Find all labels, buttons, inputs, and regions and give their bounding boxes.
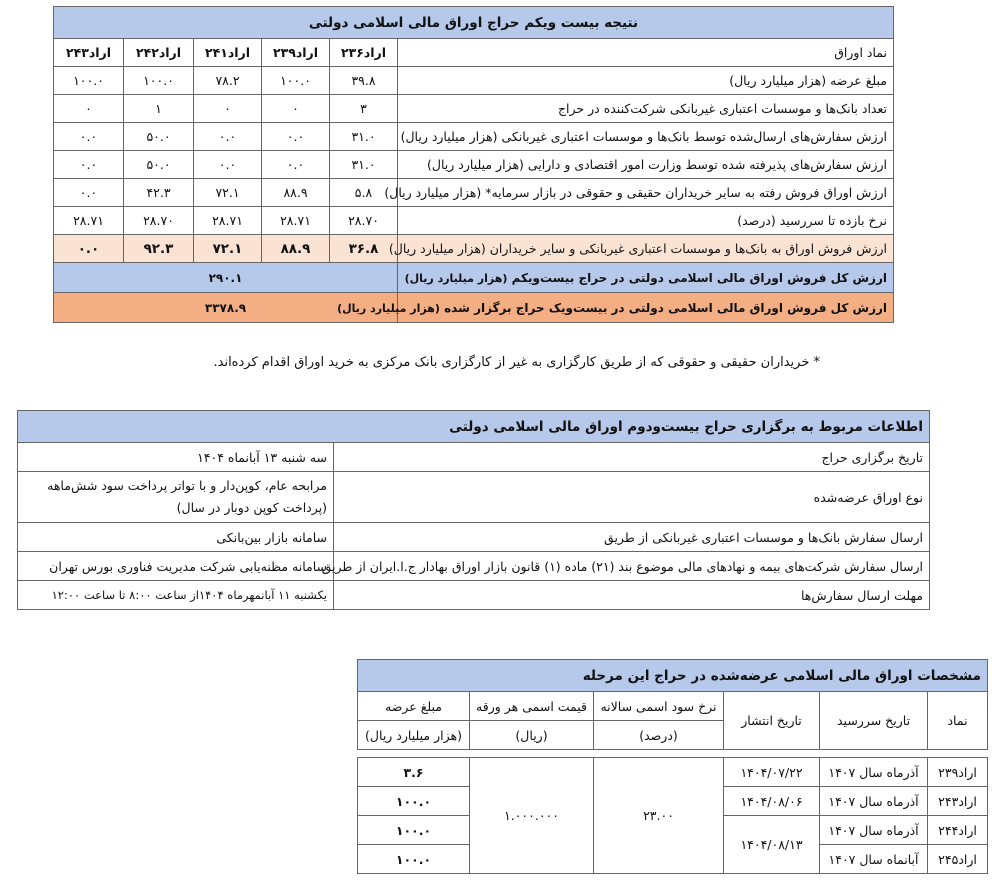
table-row [54,151,894,179]
row-label: نوع اوراق عرضه‌شده [334,472,930,523]
total-all-value: ۳۳۷۸.۹ [54,293,398,323]
auction-info-title: اطلاعات مربوط به برگزاری حراج بیست‌ودوم اوراق مالی اسلامی دولتی [18,411,930,443]
row-label: تعداد بانک‌ها و موسسات اعتباری غیربانکی شرکت‌کننده در حراج [398,95,894,123]
cell-value: ۳۱.۰ [330,151,398,179]
column-header: اراد۲۳۹ [262,39,330,67]
amount-unit: (هزار میلیارد ریال) [358,721,470,750]
cell-value: ۱۰۰.۰ [54,67,124,95]
row-value: یکشنبه ۱۱ آبانمهرماه ۱۴۰۴از ساعت ۸:۰۰ تا ساعت ۱۲:۰۰ [18,581,334,610]
cell-value: ۰ [262,95,330,123]
symbol-header: نماد [928,692,988,750]
table-row [54,95,894,123]
cell-value: ۲۸.۷۰ [124,207,194,235]
amount-cell: ۱۰۰.۰ [358,845,470,874]
issue-date-cell: ۱۴۰۴/۰۷/۲۲ [724,758,820,787]
cell-value: ۲۸.۷۱ [262,207,330,235]
price-header: قیمت اسمی هر ورقه [470,692,594,721]
cell-value: ۰.۰ [262,123,330,151]
maturity-cell: آذرماه سال ۱۴۰۷ [820,758,928,787]
table-row [54,123,894,151]
total-all-row [54,293,894,323]
cell-value: ۲۸.۷۱ [54,207,124,235]
cell-value: ۷۲.۱ [194,235,262,263]
row-label: ارسال سفارش شرکت‌های بیمه و نهادهای مالی موضوع بند (۲۱) ماده (۱) قانون بازار اوراق بهادار ج.ا.ایران از طریق [334,552,930,581]
symbol-cell: اراد۲۴۳ [928,787,988,816]
cell-value: ۱۰۰.۰ [262,67,330,95]
column-header: اراد۲۴۱ [194,39,262,67]
price-unit: (ریال) [470,721,594,750]
cell-value: ۳۱.۰ [330,123,398,151]
maturity-cell: آذرماه سال ۱۴۰۷ [820,787,928,816]
column-header: اراد۲۴۳ [54,39,124,67]
column-header: اراد۲۳۶ [330,39,398,67]
cell-value: ۷۸.۲ [194,67,262,95]
cell-value: ۰.۰ [54,179,124,207]
offered-securities-table [357,659,988,874]
cell-value: ۵۰.۰ [124,151,194,179]
table-header-row [54,39,894,67]
row-label: ارزش سفارش‌های پذیرفته شده توسط وزارت امور اقتصادی و دارایی (هزار میلیارد ریال) [398,151,894,179]
offered-securities-title: مشخصات اوراق مالی اسلامی عرضه‌شده در حراج این مرحله [358,660,988,692]
maturity-header: تاریخ سررسید [820,692,928,750]
footnote: * خریداران حقیقی و حقوقی که از طریق کارگزاری به غیر از کارگزاری بانک مرکزی به خرید اوراق اقدام کرده‌اند. [213,355,820,370]
table-row [54,207,894,235]
table-row [54,179,894,207]
table-row [18,523,930,552]
cell-value: ۷۲.۱ [194,179,262,207]
auction-result-table [53,6,894,323]
table-row [18,581,930,610]
maturity-cell: آذرماه سال ۱۴۰۷ [820,816,928,845]
amount-header: مبلغ عرضه [358,692,470,721]
table-row [18,552,930,581]
cell-value: ۰.۰ [54,123,124,151]
cell-value: ۵.۸ [330,179,398,207]
cell-value: ۰ [54,95,124,123]
rate-unit: (درصد) [594,721,724,750]
issue-date-header: تاریخ انتشار [724,692,820,750]
price-cell: ۱.۰۰۰.۰۰۰ [470,758,594,874]
row-label: مهلت ارسال سفارش‌ها [334,581,930,610]
cell-value: ۲۸.۷۰ [330,207,398,235]
cell-value: ۸۸.۹ [262,235,330,263]
cell-value: ۵۰.۰ [124,123,194,151]
highlight-row [54,235,894,263]
cell-value: ۰ [194,95,262,123]
row-label: تاریخ برگزاری حراج [334,443,930,472]
rate-header: نرخ سود اسمی سالانه [594,692,724,721]
cell-value: ۰.۰ [262,151,330,179]
auction-result-title: نتیجه بیست ویکم حراج اوراق مالی اسلامی دولتی [54,7,894,39]
row-label: ارزش فروش اوراق به بانک‌ها و موسسات اعتباری غیربانکی و سایر خریداران (هزار میلیارد ریال) [398,235,894,263]
row-value: سامانه بازار بین‌بانکی [18,523,334,552]
cell-value: ۱۰۰.۰ [124,67,194,95]
cell-value: ۰.۰ [194,123,262,151]
issue-date-cell: ۱۴۰۴/۰۸/۰۶ [724,787,820,816]
amount-cell: ۱۰۰.۰ [358,816,470,845]
row-label: ارزش اوراق فروش رفته به سایر خریداران حقیقی و حقوقی در بازار سرمایه* (هزار میلیارد ریال) [398,179,894,207]
row-label: مبلغ عرضه (هزار میلیارد ریال) [398,67,894,95]
cell-value: ۰.۰ [54,151,124,179]
table-row [54,67,894,95]
symbol-cell: اراد۲۳۹ [928,758,988,787]
cell-value: ۳۹.۸ [330,67,398,95]
row-label: ارزش سفارش‌های ارسال‌شده توسط بانک‌ها و موسسات اعتباری غیربانکی (هزار میلیارد ریال) [398,123,894,151]
table-row [18,472,930,523]
symbol-cell: اراد۲۴۴ [928,816,988,845]
amount-cell: ۱۰۰.۰ [358,787,470,816]
column-header: اراد۲۴۲ [124,39,194,67]
symbol-header: نماد اوراق [398,39,894,67]
row-label: نرخ بازده تا سررسید (درصد) [398,207,894,235]
cell-value: ۱ [124,95,194,123]
total-week-label: ارزش کل فروش اوراق مالی اسلامی دولتی در حراج بیست‌ویکم (هزار میلیارد ریال) [398,263,894,293]
row-value: سه شنبه ۱۳ آبانماه ۱۴۰۴ [18,443,334,472]
total-week-row [54,263,894,293]
cell-value: ۹۲.۳ [124,235,194,263]
spacer [358,750,988,758]
cell-value: ۴۲.۳ [124,179,194,207]
cell-value: ۸۸.۹ [262,179,330,207]
cell-value: ۰.۰ [54,235,124,263]
cell-value: ۰.۰ [194,151,262,179]
row-value: سامانه مظنه‌یابی شرکت مدیریت فناوری بورس تهران [18,552,334,581]
row-value: مرابحه عام، کوپن‌دار و با تواتر پرداخت سود شش‌ماهه (پرداخت کوپن دوبار در سال) [18,472,334,523]
amount-cell: ۳.۶ [358,758,470,787]
table-header-row [358,692,988,721]
table-row [358,758,988,787]
issue-date-cell: ۱۴۰۴/۰۸/۱۳ [724,816,820,874]
row-label: ارسال سفارش بانک‌ها و موسسات اعتباری غیربانکی از طریق [334,523,930,552]
total-all-label: ارزش کل فروش اوراق مالی اسلامی دولتی در بیست‌ویک حراج برگزار شده (هزار میلیارد ریال) [398,293,894,323]
table-row [18,443,930,472]
total-week-value: ۲۹۰.۱ [54,263,398,293]
cell-value: ۲۸.۷۱ [194,207,262,235]
symbol-cell: اراد۲۴۵ [928,845,988,874]
cell-value: ۳ [330,95,398,123]
maturity-cell: آبانماه سال ۱۴۰۷ [820,845,928,874]
rate-cell: ۲۳.۰۰ [594,758,724,874]
auction-info-table [17,410,930,610]
cell-value: ۳۶.۸ [330,235,398,263]
